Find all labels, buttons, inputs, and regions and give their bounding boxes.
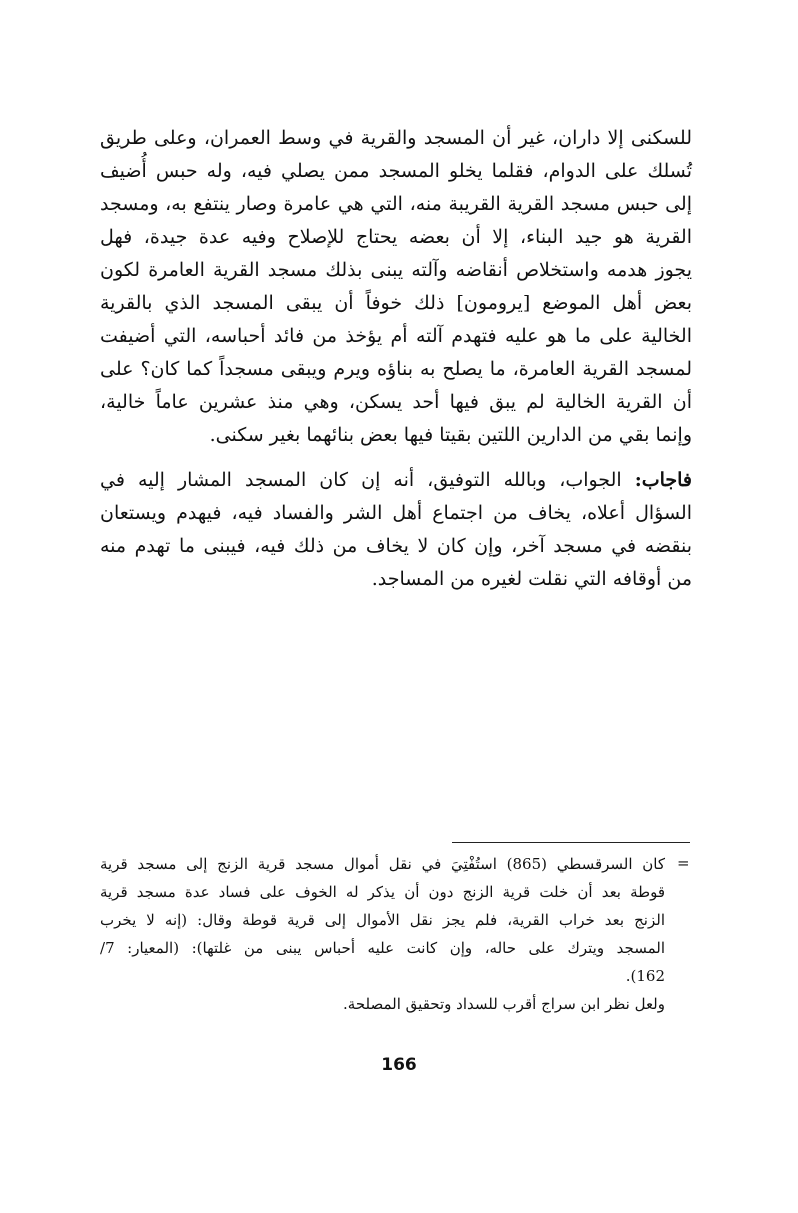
answer-lead: فاجاب: bbox=[634, 469, 692, 491]
footnote-line: ولعل نظر ابن سراج أقرب للسداد وتحقيق المصلحة. bbox=[343, 995, 665, 1013]
text-line: يجوز هدمه واستخلاص أنقاضه وآلته يبنى بذلك مسجد القرية العامرة لكون bbox=[100, 259, 692, 281]
text-line: الخالية على ما هو عليه فتهدم آلته أم يؤخذ من فائد أحباسه، التي أضيفت bbox=[100, 325, 692, 347]
footnote-line: قوطة بعد أن خلت قرية الزنج دون أن يذكر له الخوف على فساد عدة مسجد قرية bbox=[100, 883, 665, 901]
page-number: 166 bbox=[381, 1055, 417, 1075]
text-line: بعض أهل الموضع [يرومون] ذلك خوفاً أن يبقى المسجد الذي بالقرية bbox=[100, 292, 692, 314]
footnote-line: المسجد ويترك على حاله، وإن كانت عليه أحباس يبنى من غلتها): (المعيار: 7/ bbox=[100, 939, 665, 957]
footnote-line: كان السرقسطي (865) استُفْتِيَ في نقل أموال مسجد قرية الزنج إلى مسجد قرية bbox=[100, 855, 666, 873]
answer-first-line: الجواب، وبالله التوفيق، أنه إن كان المسجد المشار إليه في bbox=[100, 469, 635, 491]
text-line: إلى حبس مسجد القرية القريبة منه، التي هي عامرة وصار ينتفع به، ومسجد bbox=[100, 193, 692, 215]
answer-paragraph bbox=[100, 464, 692, 596]
text-line: من أوقافه التي نقلت لغيره من المساجد. bbox=[371, 568, 692, 590]
footnote-line: 162). bbox=[625, 967, 665, 985]
footnote bbox=[100, 850, 665, 1018]
question-paragraph bbox=[100, 122, 692, 452]
text-line: أن القرية الخالية لم يبق فيها أحد يسكن، وهي منذ عشرين عاماً خالية، bbox=[100, 391, 692, 413]
text-line: بنقضه في مسجد آخر، وإن كان لا يخاف من ذلك فيه، فيبنى ما تهدم منه bbox=[100, 535, 692, 557]
text-line: تُسلك على الدوام، فقلما يخلو المسجد ممن يصلي فيه، وله حبس أُضيف bbox=[100, 160, 692, 182]
text-line: القرية هو جيد البناء، إلا أن بعضه يحتاج للإصلاح وفيه عدة جيدة، فهل bbox=[100, 226, 692, 248]
paragraph-gap bbox=[100, 452, 692, 464]
text-line: وإنما بقي من الدارين اللتين بقيتا فيها بعض بنائهما بغير سكنى. bbox=[209, 424, 692, 446]
footnote-continuation-marker: = bbox=[677, 854, 690, 872]
main-text bbox=[100, 122, 692, 596]
text-line: للسكنى إلا داران، غير أن المسجد والقرية في وسط العمران، وعلى طريق bbox=[100, 127, 692, 149]
text-line: السؤال أعلاه، يخاف من اجتماع أهل الشر والفساد فيه، فيهدم ويستعان bbox=[100, 502, 692, 524]
text-line: لمسجد القرية العامرة، ما يصلح به بناؤه ويرم ويبقى مسجداً كما كان؟ على bbox=[100, 358, 692, 380]
text-line bbox=[100, 464, 692, 497]
footnote-divider bbox=[452, 842, 690, 843]
footnote-line: الزنج بعد خراب القرية، فلم يجز نقل الأموال إلى قرية قوطة وقال: (إنه لا يخرب bbox=[100, 911, 665, 929]
